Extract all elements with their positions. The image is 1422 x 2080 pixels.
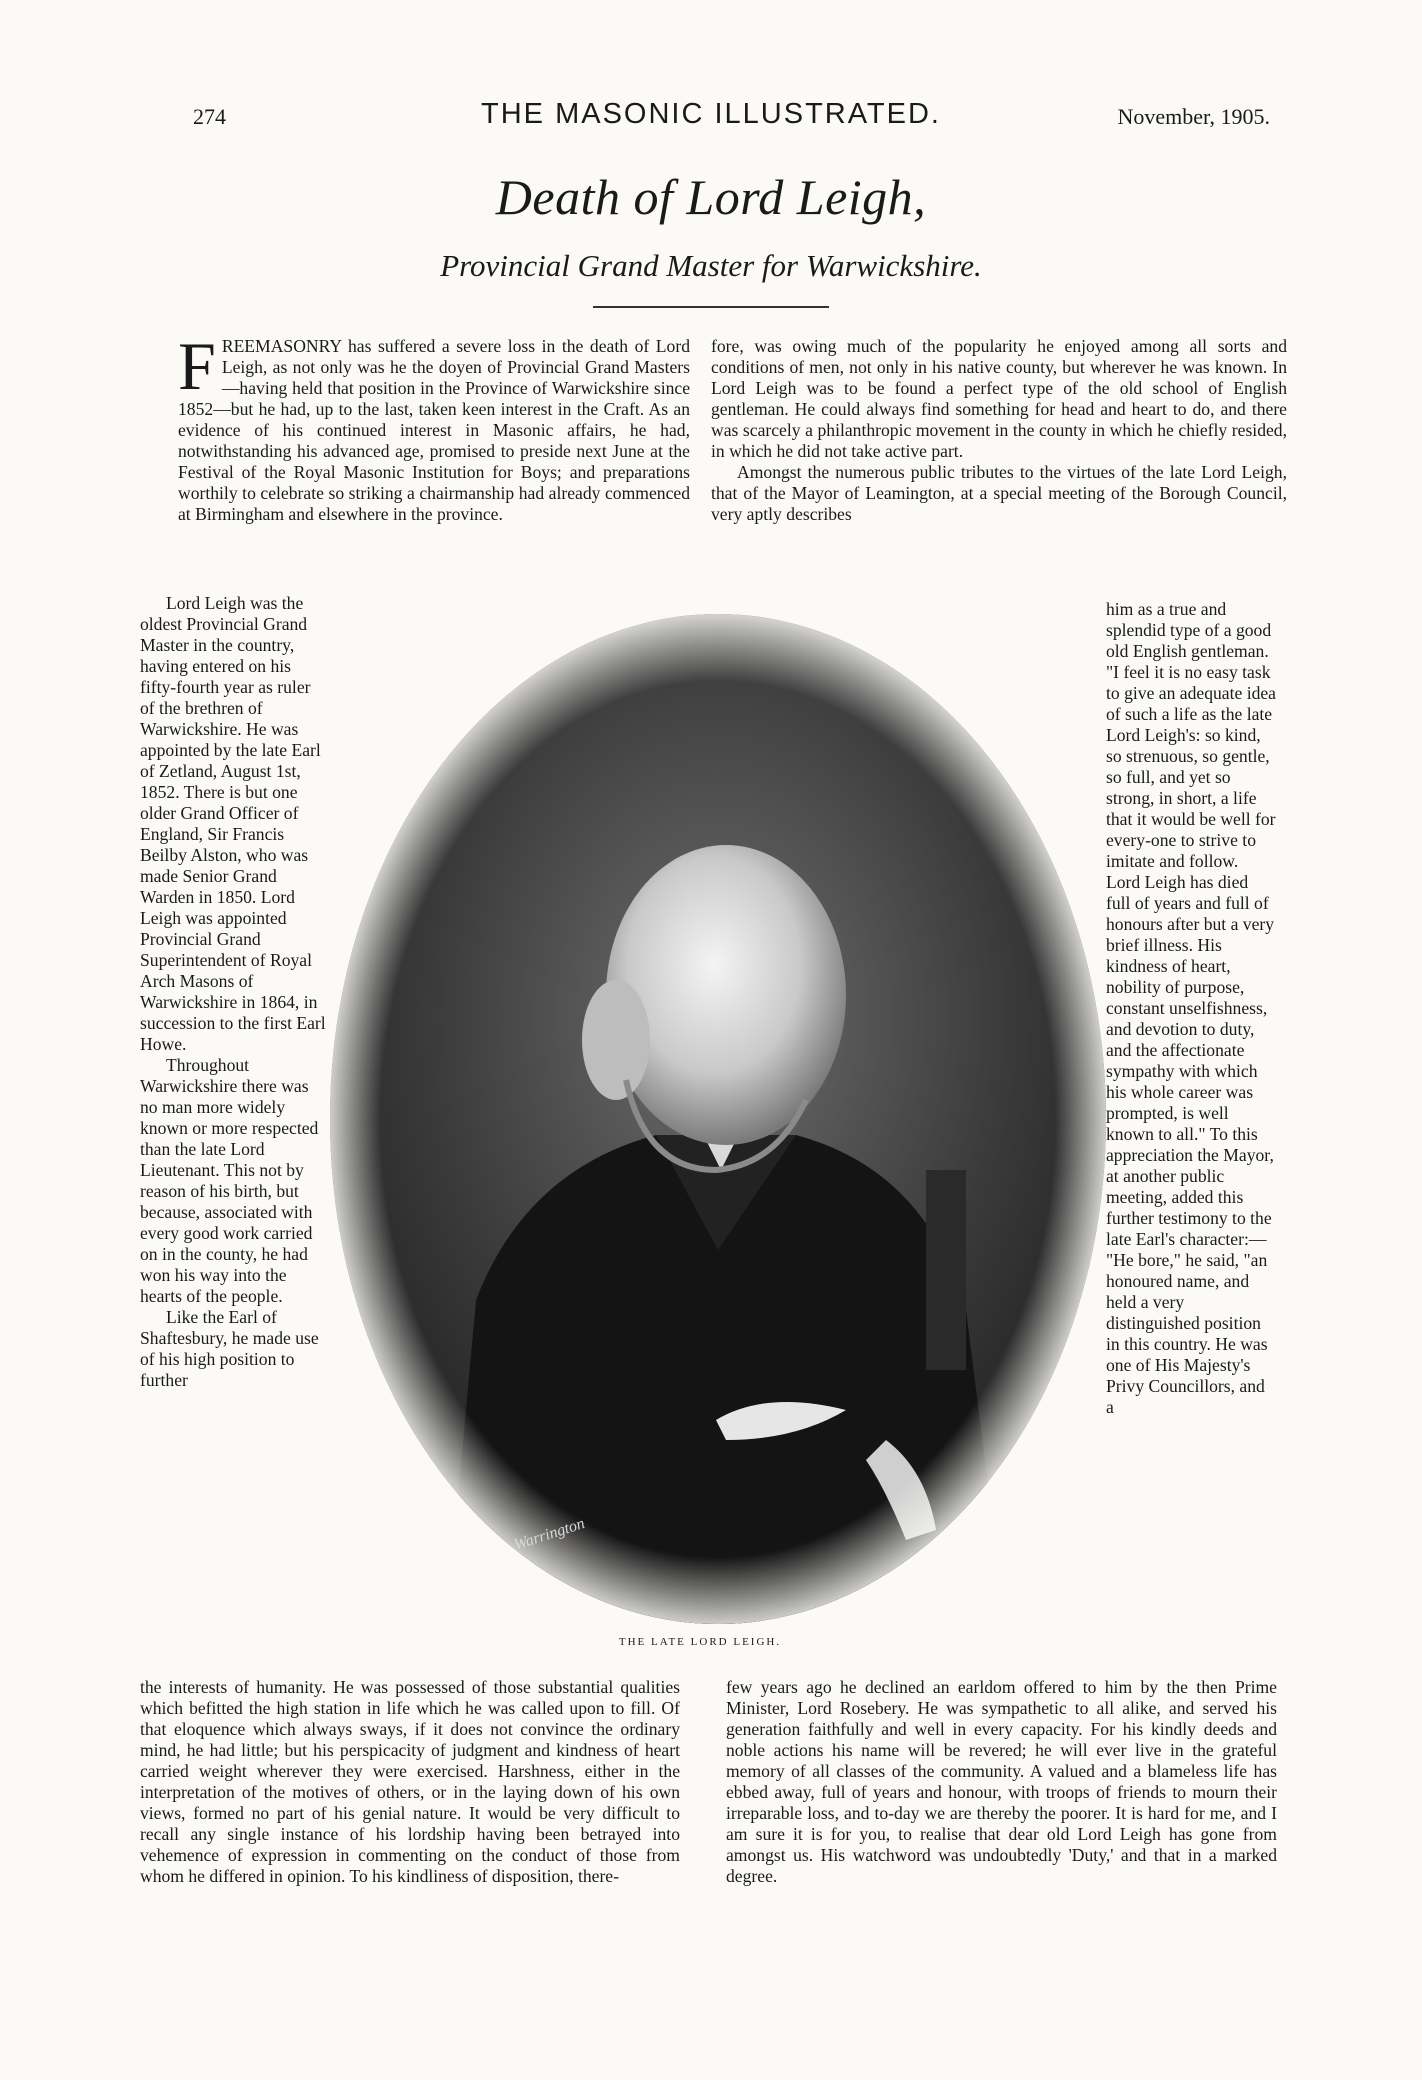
vignette [326, 610, 1110, 1628]
article-subtitle: Provincial Grand Master for Warwickshire. [440, 248, 982, 283]
paragraph-humanity: the interests of humanity. He was possessed of those substantial qualities which befitted the high station in life which he was called upon to fill. Of that eloquence which always sways, if it does not convince the ordinary mind, he had little; but his perspicacity of judgment and kindness of heart carried weight wherever they were exercised. Harshness, either in the interpretation of the motives of others, or in the laying down of his own views, formed no part of his genial nature. It would be very difficult to recall any single instance of his lordship having been betrayed into vehemence of expression in commenting on the conduct of those from whom he differed in opinion. To his kindliness of disposition, there- [140, 1677, 680, 1886]
column-left-bottom [140, 1677, 680, 1887]
paragraph-shaftesbury: Like the Earl of Shaftesbury, he made use of his high position to further [140, 1307, 319, 1390]
page-number: 274 [193, 104, 226, 129]
paragraph-popularity: fore, was owing much of the popularity he enjoyed among all sorts and conditions of men, not only in his native county, but wherever he was known. In Lord Leigh was to be found a perfect type of the old school of English gentleman. He could always find something for head and heart to do, and there was scarcely a philanthropic movement in the county in which he chiefly resided, in which he did not take active part. [711, 336, 1287, 461]
column-right-bottom [726, 1677, 1277, 1887]
paragraph-mayor-quote: him as a true and splendid type of a good old English gentleman. "I feel it is no easy task to give an adequate idea of such a life as the late Lord Leigh's: so kind, so strenuous, so gentle, so full, and yet so strong, in short, a life that it would be well for every-one to strive to imitate and follow. Lord Leigh has died full of years and full of honours after but a very brief illness. His kindness of heart, nobility of purpose, constant unselfishness, and devotion to duty, and the affectionate sympathy with which his whole career was prompted, is well known to all." To this appreciation the Mayor, at another public meeting, added this further testimony to the late Earl's character:— "He bore," he said, "an honoured name, and held a very distinguished position in this country. He was one of His Majesty's Privy Councillors, and a [1106, 599, 1276, 1417]
paragraph-oldest-pgm: Lord Leigh was the oldest Provincial Grand Master in the country, having entered on his fifty-fourth year as ruler of the brethren of Warwickshire. He was appointed by the late Earl of Zetland, August 1st, 1852. There is but one older Grand Officer of England, Sir Francis Beilby Alston, who was made Senior Grand Warden in 1850. Lord Leigh was appointed Provincial Grand Superintendent of Royal Arch Masons of Warwickshire in 1864, in succession to the first Earl Howe. [140, 593, 326, 1054]
title-rule [593, 306, 829, 308]
drop-cap: F [178, 328, 216, 404]
column-right-narrow [1106, 599, 1276, 1418]
portrait-caption: THE LATE LORD LEIGH. [618, 1636, 782, 1648]
column-left-narrow [140, 593, 328, 1391]
article-title: Death of Lord Leigh, [495, 169, 927, 225]
paragraph-throughout: Throughout Warwickshire there was no man more widely known or more respected than the late Lord Lieutenant. This not by reason of his birth, but because, associated with every good work carried on in the county, he had won his way into the hearts of the people. [140, 1055, 319, 1306]
svg-text:Warrington: Warrington [511, 1515, 587, 1554]
column-right-top [711, 336, 1287, 525]
masthead: THE MASONIC ILLUSTRATED. [481, 98, 941, 130]
paragraph-tributes: Amongst the numerous public tributes to the virtues of the late Lord Leigh, that of the Mayor of Leamington, at a special meeting of the Borough Council, very aptly describes [711, 462, 1287, 524]
issue-date: November, 1905. [1117, 104, 1270, 129]
running-head [0, 98, 1422, 138]
intro-paragraph: REEMASONRY has suffered a severe loss in the death of Lord Leigh, as not only was he the doyen of Provincial Grand Masters—having held that position in the Province of Warwickshire since 1852—but he had, up to the last, taken keen interest in the Craft. As an evidence of his continued interest in Masonic affairs, he had, notwithstanding his advanced age, promised to preside next June at the Festival of the Royal Masonic Institution for Boys; and preparations worthily to celebrate so striking a chairmanship had already commenced at Birmingham and elsewhere in the province. [178, 336, 690, 524]
portrait-lord-leigh [326, 610, 1110, 1628]
column-left-top [178, 328, 690, 525]
paragraph-earldom: few years ago he declined an earldom offered to him by the then Prime Minister, Lord Rosebery. He was sympathetic to all alike, and served his generation faithfully and well in every capacity. For his kindly deeds and noble actions his name will be revered; he will ever live in the grateful memory of all classes of the community. A valued and a blameless life has ebbed away, full of years and honour, with troops of friends to mourn their irreparable loss, and to-day we are thereby the poorer. It is hard for me, and I am sure it is for you, to realise that dear old Lord Leigh has gone from amongst us. His watchword was undoubtedly 'Duty,' and that in a marked degree. [726, 1677, 1277, 1886]
